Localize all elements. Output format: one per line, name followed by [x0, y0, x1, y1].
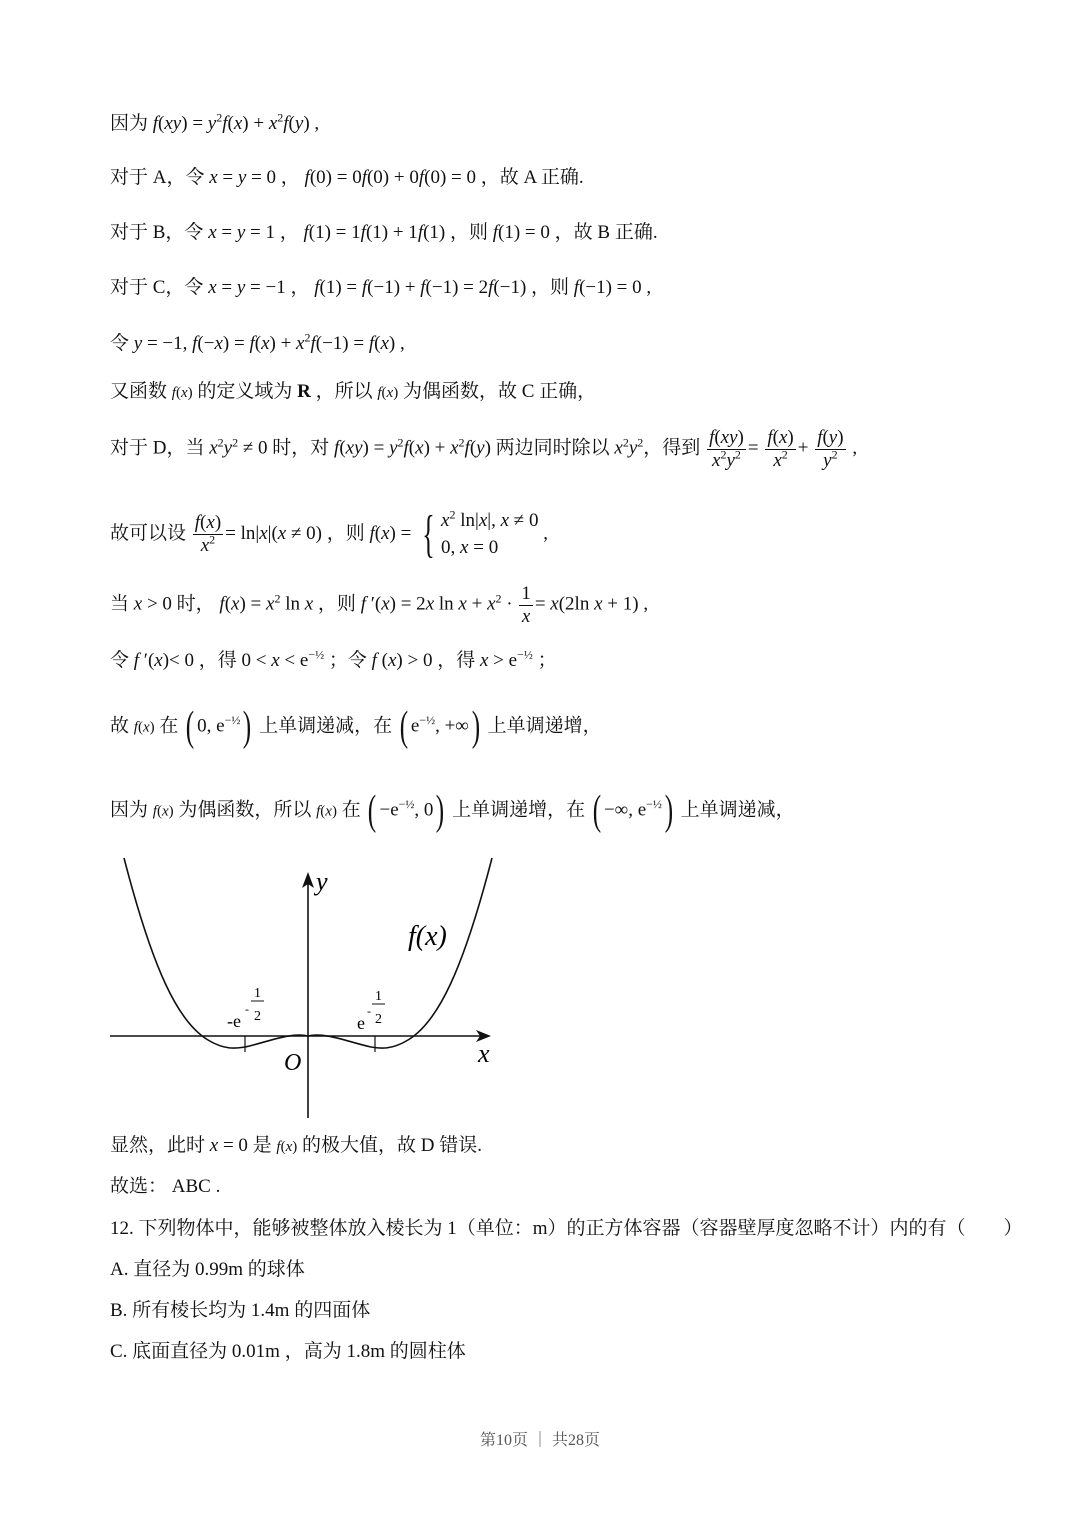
- origin-label: O: [284, 1050, 302, 1076]
- option-a: A. 直径为 0.99m 的球体: [110, 1259, 305, 1280]
- line-8: 故可以设 $\frac{f(x)}{x^2}$ = ln|x|(x ≠ 0) ，则 f(x) = { $x^2$ ln|x|, x ≠ 0 0, x = 0 ,: [110, 505, 548, 563]
- y-axis-label: y: [316, 867, 328, 896]
- line-12: 因为 f(x) 为偶函数，所以 f(x) 在 ( $-e^{-\frac{1}{2}}$, 0) 上单调递增，在 ( −∞, $e^{-\frac{1}{2}}$) 上单调递减，: [110, 788, 795, 834]
- line-2: 对于 A，令 x = y = 0 ， f(0) = 0f(0) + 0f(0) = 0 ，故 A 正确.: [110, 167, 584, 188]
- line-1: 因为 $f(xy) = y^2f(x) + x^2f(y)$ ,: [110, 110, 320, 134]
- neg-tick-exp-num: 1: [254, 986, 261, 1001]
- line-13: 显然，此时 x = 0 是 f(x) 的极大值，故 D 错误.: [110, 1135, 482, 1156]
- line-7: 对于 D，当 $x^2y^2 \ne 0$ 时，对 $f(xy) = y^2f(x) + x^2f(y)$ 两边同时除以 $x^2y^2$，得到 $\frac{f(xy)}{x^2y^2}$ = $\frac{f(x)}{x^2}$ + $\frac{f(y)}{y^2}$ ,: [110, 427, 858, 471]
- line-4: 对于 C，令 x = y = −1 ， f(1) = f(−1) + f(−1) = 2f(−1) ，则 f(−1) = 0 ,: [110, 277, 652, 298]
- line-14: 故选： ABC .: [110, 1176, 221, 1197]
- neg-tick-base: -e: [227, 1011, 241, 1031]
- line-6: 又函数 f(x) 的定义域为 R ，所以 f(x) 为偶函数，故 C 正确，: [110, 381, 597, 402]
- pos-tick-exp-den: 2: [375, 1012, 382, 1027]
- neg-tick-minus: -: [245, 1002, 249, 1016]
- pos-tick-minus: -: [367, 1004, 371, 1018]
- page-footer: 第10页 ｜ 共28页: [479, 1432, 600, 1449]
- x-axis-label: x: [478, 1039, 490, 1068]
- line-11: 故 f(x) 在 ( 0, $e^{-\frac{1}{2}}$) 上单调递减，在 ( $e^{-\frac{1}{2}}$, +∞) 上单调递增，: [110, 704, 602, 750]
- pos-tick-exp-num: 1: [375, 989, 382, 1004]
- neg-tick-exp-den: 2: [254, 1009, 261, 1024]
- question-12: 12. 下列物体中，能够被整体放入棱长为 1（单位：m）的正方体容器（容器壁厚度忽略不计）内的有（ ）: [110, 1218, 1023, 1239]
- option-c: C. 底面直径为 0.01m ，高为 1.8m 的圆柱体: [110, 1341, 466, 1362]
- line-9: 当 x > 0 时， $f(x) = x^2$ ln x ，则 f ′(x) = 2x $\ln x + x^2$ · $\frac{1}{x}$ = x(2ln x + 1) ,: [110, 583, 649, 627]
- function-graph: [108, 850, 508, 1125]
- line-10: 令 f ′(x)< 0 ，得 $0 < x < e^{-\frac{1}{2}}$ ；令 f (x) > 0 ，得 $x > e^{-\frac{1}{2}}$ ；: [110, 647, 557, 671]
- func-label: f(x): [408, 921, 447, 952]
- line-5: 令 y = −1, $f(-x) = f(x) + x^2f(-1) = f(x)$ ,: [110, 330, 405, 354]
- line-3: 对于 B，令 x = y = 1 ， f(1) = 1f(1) + 1f(1) ，则 f(1) = 0 ，故 B 正确.: [110, 222, 658, 243]
- pos-tick-base: e: [357, 1013, 365, 1033]
- option-b: B. 所有棱长均为 1.4m 的四面体: [110, 1300, 371, 1321]
